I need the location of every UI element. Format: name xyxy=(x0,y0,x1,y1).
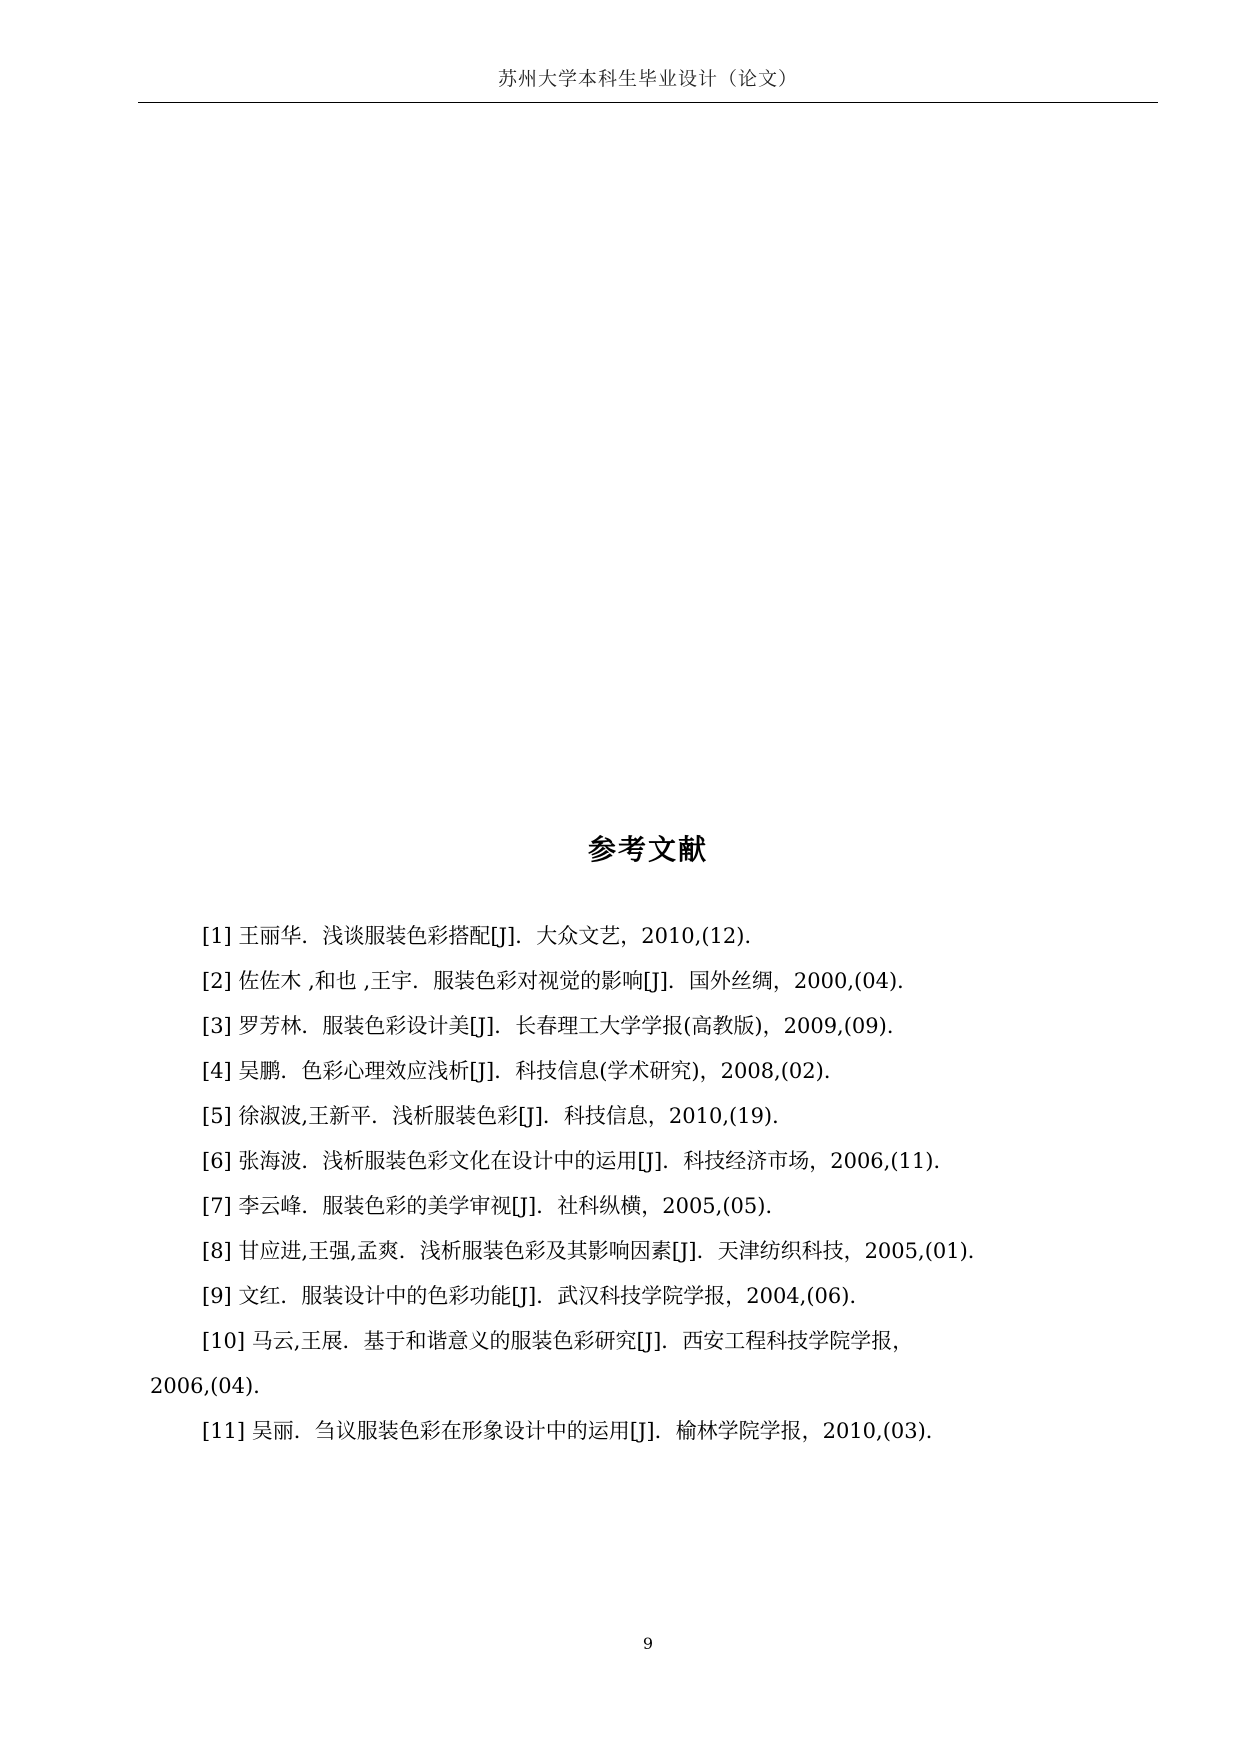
reference-item: [8] 甘应进,王强,孟爽．浅析服装色彩及其影响因素[J]．天津纺织科技，2005,(01)． xyxy=(202,1239,989,1263)
reference-item: [3] 罗芳林．服装色彩设计美[J]．长春理工大学学报(高教版)，2009,(09)． xyxy=(202,1014,908,1038)
reference-item: [1] 王丽华．浅谈服装色彩搭配[J]．大众文艺，2010,(12)． xyxy=(202,924,766,948)
references-heading: 参考文献 xyxy=(587,833,708,866)
reference-item: [7] 李云峰．服装色彩的美学审视[J]．社科纵横，2005,(05)． xyxy=(202,1194,787,1218)
reference-item xyxy=(150,1319,1086,1409)
page-number: 9 xyxy=(642,1634,654,1653)
running-header: 苏州大学本科生毕业设计（论文） xyxy=(497,68,798,90)
reference-item-text: [10] 马云,王展．基于和谐意义的服装色彩研究[J]．西安工程科技学院学报， xyxy=(202,1329,914,1353)
reference-item-continuation: 2006,(04)． xyxy=(150,1374,275,1398)
reference-item: [6] 张海波．浅析服装色彩文化在设计中的运用[J]．科技经济市场，2006,(11)． xyxy=(202,1149,955,1173)
reference-item: [2] 佐佐木 ,和也 ,王宇．服装色彩对视觉的影响[J]．国外丝绸，2000,(04)． xyxy=(202,969,919,993)
reference-item: [11] 吴丽．刍议服装色彩在形象设计中的运用[J]．榆林学院学报，2010,(03)． xyxy=(202,1419,947,1443)
reference-item: [5] 徐淑波,王新平．浅析服装色彩[J]．科技信息，2010,(19)． xyxy=(202,1104,794,1128)
reference-item: [4] 吴鹏．色彩心理效应浅析[J]．科技信息(学术研究)，2008,(02)． xyxy=(202,1059,845,1083)
header-rule xyxy=(138,102,1158,103)
reference-item: [9] 文红．服装设计中的色彩功能[J]．武汉科技学院学报，2004,(06)． xyxy=(202,1284,871,1308)
reference-list xyxy=(150,914,1150,1454)
